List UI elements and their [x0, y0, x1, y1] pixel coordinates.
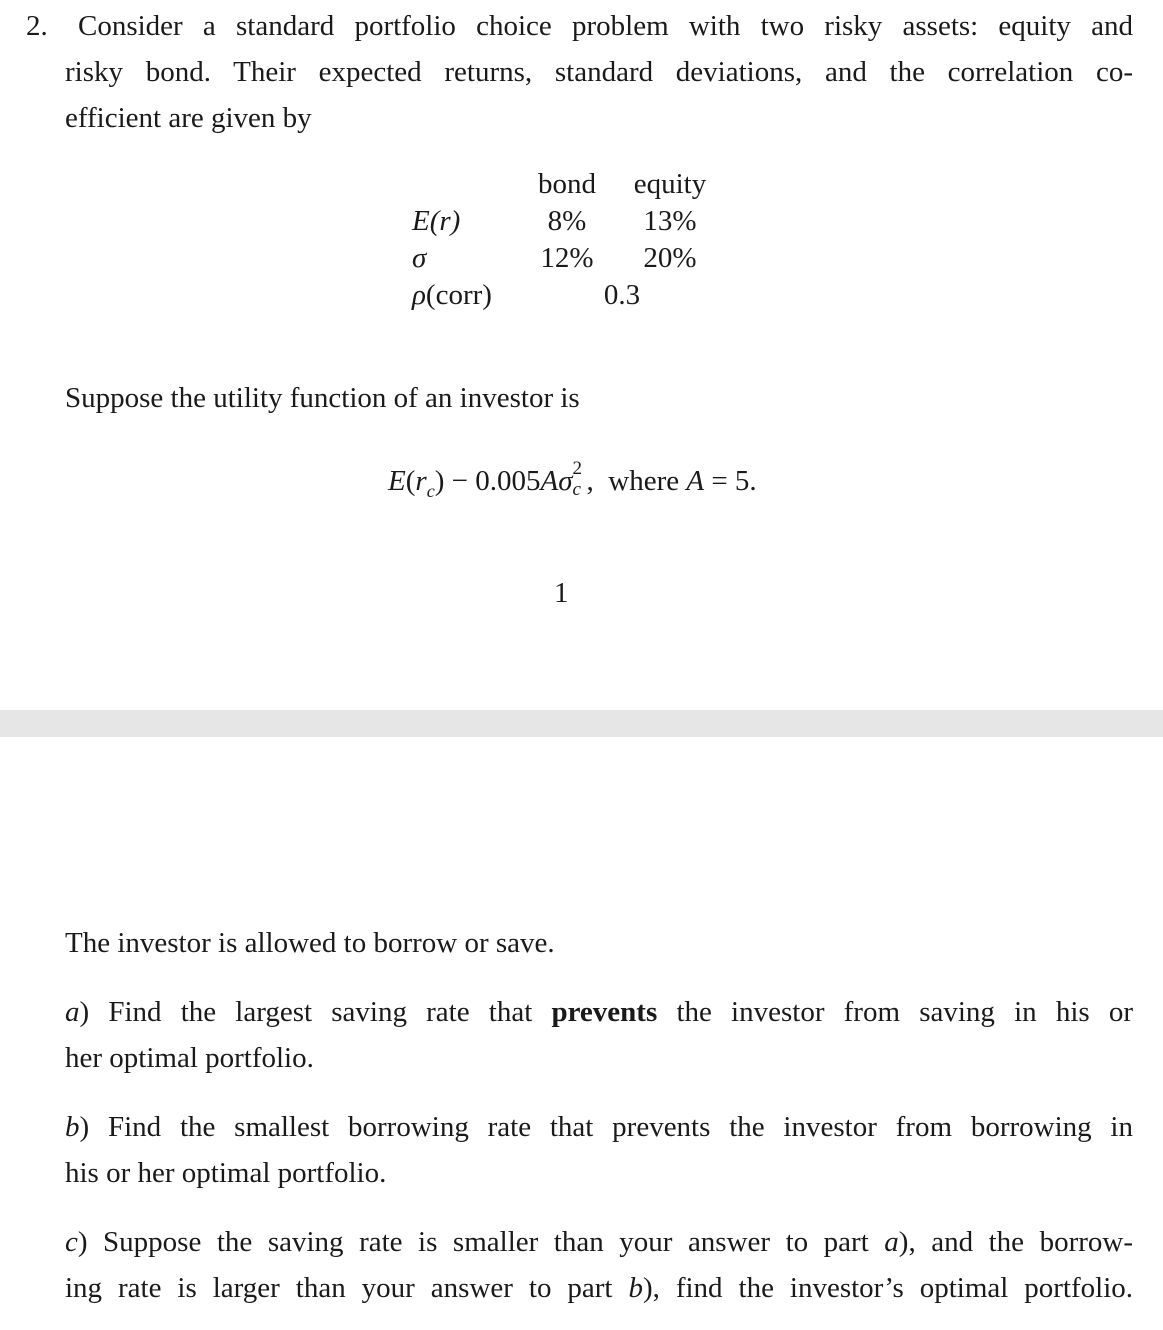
equity-expected-return: 13%	[643, 205, 697, 237]
table-header-bond: bond	[538, 168, 596, 200]
bond-sigma: 12%	[540, 242, 594, 274]
part-a-line-1: a) Find the largest saving rate that prevents the investor from saving in his or	[65, 996, 1133, 1028]
part-a	[65, 989, 1133, 1081]
part-b-line-1: b) Find the smallest borrowing rate that prevents the investor from borrowing in	[65, 1111, 1133, 1143]
row-label-rho: ρ(corr)	[412, 279, 492, 311]
part-b-line-2: his or her optimal portfolio.	[65, 1157, 387, 1189]
part-b	[65, 1104, 1133, 1196]
row-label-sigma: σ	[412, 242, 427, 274]
utility-intro-text: Suppose the utility function of an investor is	[65, 382, 580, 414]
table-header-equity: equity	[633, 168, 707, 200]
intro-line-2: risky bond. Their expected returns, standard deviations, and the correlation co-	[65, 56, 1133, 88]
borrow-save-text: The investor is allowed to borrow or save.	[65, 927, 555, 959]
part-c-line-1: c) Suppose the saving rate is smaller than your answer to part a), and the borrow-	[65, 1226, 1133, 1258]
problem-number: 2.	[26, 10, 48, 42]
part-c-line-2: ing rate is larger than your answer to part b), find the investor’s optimal portfolio.	[65, 1272, 1134, 1304]
intro-paragraph-cont	[65, 49, 1133, 141]
bond-expected-return: 8%	[547, 205, 587, 237]
part-a-line-2: her optimal portfolio.	[65, 1042, 314, 1074]
utility-formula: $E(r_c) - 0.005A\sigma$ 2 c , where A = 5.	[388, 458, 757, 501]
part-c	[65, 1219, 1133, 1311]
utility-intro	[65, 375, 1133, 421]
intro-line-3: efficient are given by	[65, 102, 312, 134]
row-label-expected-return: E(r)	[412, 205, 461, 237]
page-separator	[0, 710, 1163, 737]
intro-paragraph	[78, 3, 1133, 49]
page-number: 1	[554, 577, 569, 609]
equity-sigma: 20%	[643, 242, 697, 274]
page-two	[0, 737, 1163, 1330]
intro-line-1: Consider a standard portfolio choice problem with two risky assets: equity and	[78, 10, 1133, 42]
correlation-value: 0.3	[603, 279, 641, 311]
borrow-save-paragraph	[65, 920, 1133, 966]
